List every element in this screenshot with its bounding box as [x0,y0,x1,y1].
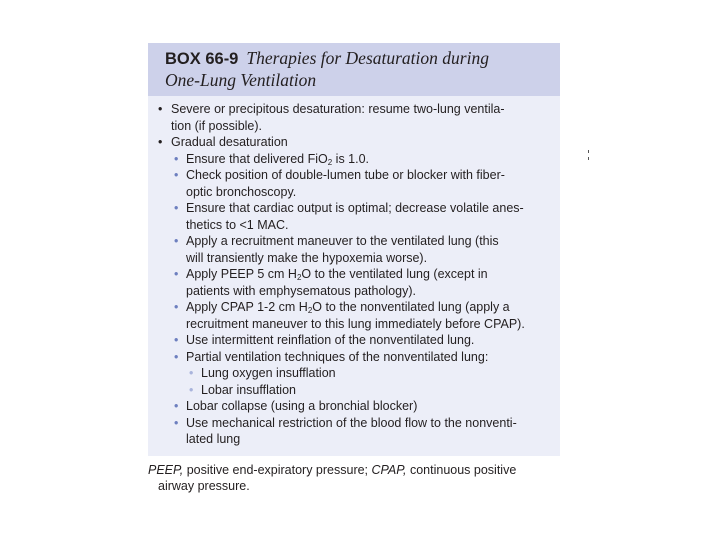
def-peep: positive end-expiratory pressure; [183,463,372,477]
bullet-icon: • [174,300,179,314]
box-header [148,43,560,96]
item-line: Lobar collapse (using a bronchial blocker) [186,399,418,413]
list-item-severe-desaturation [156,101,550,134]
item-line: Use mechanical restriction of the blood flow to the nonventi- [186,415,517,430]
item-line: will transiently make the hypoxemia worse). [186,250,428,265]
sub-item-recruitment [156,233,550,266]
text-part: Apply PEEP 5 cm H [186,267,297,281]
bullet-icon: • [174,399,179,413]
item-line: recruitment maneuver to this lung immediately before CPAP). [186,316,525,331]
footnote-line-1 [148,462,568,478]
text-part: is 1.0. [332,151,370,166]
box-body [148,96,560,448]
abbr-cpap: CPAP, [371,463,407,477]
bullet-icon: • [158,102,163,116]
item-line [186,266,550,283]
sub-sub-item-lobar-insufflation [156,382,550,399]
sub-item-peep [156,266,550,299]
item-line [186,299,550,316]
bullet-icon: • [158,135,163,149]
box-number: BOX 66-9 [165,50,239,68]
sub-sub-item-oxygen-insufflation [156,365,550,382]
footnote-line-2: airway pressure. [158,479,250,493]
item-line: Ensure that cardiac output is optimal; decrease volatile anes- [186,201,524,215]
therapy-box [148,43,560,456]
text-part: Ensure that delivered FiO [186,151,328,166]
item-line: Partial ventilation techniques of the nonventilated lung: [186,349,489,364]
box-title-line-2: One-Lung Ventilation [165,70,317,90]
item-line: Gradual desaturation [171,135,288,149]
box-title-part-1: Therapies for Desaturation during [246,48,489,68]
subscript: 2 [327,157,333,167]
item-line: Severe or precipitous desaturation: resume two-lung ventila- [171,102,505,116]
list-item-gradual-desaturation [156,134,550,151]
bullet-icon: • [189,366,194,380]
item-line: Check position of double-lumen tube or blocker with fiber- [186,168,505,182]
sub-item-reinflation [156,332,550,349]
def-cpap: continuous positive [406,463,517,477]
text-part: O to the ventilated lung (except in [301,267,488,281]
item-line: thetics to <1 MAC. [186,217,289,232]
bullet-icon: • [174,349,179,364]
bullet-icon: • [174,234,179,248]
sub-item-fio2 [156,151,550,168]
abbr-peep: PEEP, [148,463,184,477]
sub-item-cardiac-output [156,200,550,233]
item-line: Use intermittent reinflation of the nonventilated lung. [186,333,475,347]
subscript: 2 [296,273,302,282]
item-line: Apply a recruitment maneuver to the ventilated lung (this [186,234,499,248]
text-part: O to the nonventilated lung (apply a [312,300,510,314]
item-line: patients with emphysematous pathology). [186,283,416,298]
item-line: optic bronchoscopy. [186,184,297,199]
sub-item-partial-ventilation [156,349,550,366]
bullet-icon: • [189,382,194,397]
sub-item-mechanical-restriction [156,415,550,448]
stray-mark-icon [588,148,590,162]
item-line [186,151,550,168]
bullet-icon: • [174,151,179,166]
sub-item-tube-position [156,167,550,200]
bullet-icon: • [174,201,179,215]
bullet-icon: • [174,415,179,430]
sub-item-lobar-collapse [156,398,550,415]
item-line: tion (if possible). [171,118,263,133]
bullet-icon: • [174,267,179,281]
item-line: Lobar insufflation [201,382,296,397]
sub-item-cpap [156,299,550,332]
item-line: lated lung [186,432,241,446]
bullet-icon: • [174,333,179,347]
box-title-line-1 [165,48,552,70]
bullet-icon: • [174,168,179,182]
text-part: Apply CPAP 1-2 cm H [186,300,308,314]
subscript: 2 [307,306,313,315]
item-line: Lung oxygen insufflation [201,366,336,380]
abbreviation-footnote [148,462,568,494]
